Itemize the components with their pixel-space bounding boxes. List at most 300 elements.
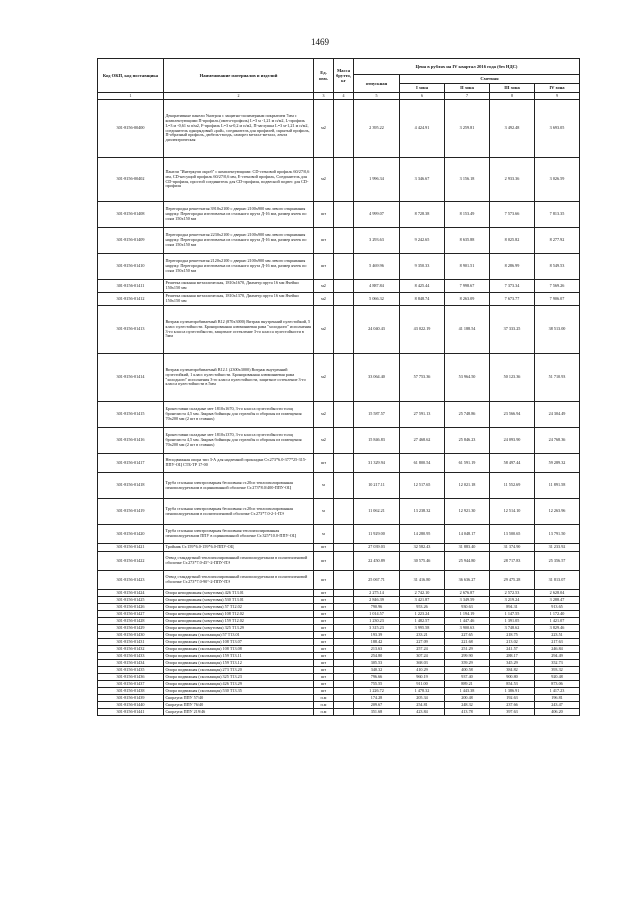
- price-zone-3: 213.02: [490, 639, 535, 646]
- item-mass: [334, 618, 354, 625]
- item-name: Опора подвижная (скользящая) 57 Т13.01: [164, 632, 314, 639]
- price-zone-1: 13 238.32: [400, 499, 445, 525]
- price-zone-1: 3 346.67: [400, 158, 445, 202]
- item-unit: шт: [314, 667, 334, 674]
- table-row: [98, 604, 580, 611]
- price-otpusk: 193.39: [354, 632, 400, 639]
- price-zone-3: 29 475.28: [490, 571, 535, 590]
- price-zone-4: 24 304.49: [535, 402, 580, 428]
- item-mass: [334, 254, 354, 280]
- price-zone-1: 3 995.58: [400, 625, 445, 632]
- price-zone-4: 196.81: [535, 695, 580, 702]
- item-name: Опора подвижная (скользящая) 325 Т13.23: [164, 674, 314, 681]
- price-zone-3: 58 497.44: [490, 454, 535, 473]
- price-zone-3: 7 573.66: [490, 202, 535, 228]
- price-otpusk: 15 587.57: [354, 402, 400, 428]
- item-unit: м: [314, 473, 334, 499]
- price-otpusk: 1 014.57: [354, 611, 400, 618]
- table-row: [98, 618, 580, 625]
- item-name: Опора подвижная (скользящая) 273 Т13.20: [164, 667, 314, 674]
- price-zone-3: 50 123.36: [490, 354, 535, 402]
- price-zone-2: 14 048.17: [445, 525, 490, 544]
- price-zone-3: 894.31: [490, 604, 535, 611]
- item-unit: шт: [314, 552, 334, 571]
- price-zone-4: 12 263.96: [535, 499, 580, 525]
- price-zone-3: 900.80: [490, 674, 535, 681]
- price-zone-1: 1 223.24: [400, 611, 445, 618]
- item-mass: [334, 667, 354, 674]
- price-otpusk: 33 064.40: [354, 354, 400, 402]
- item-unit: м: [314, 499, 334, 525]
- item-unit: шт: [314, 597, 334, 604]
- price-zone-3: 192.63: [490, 695, 535, 702]
- table-row: [98, 660, 580, 667]
- price-zone-2: 248.32: [445, 702, 490, 709]
- item-mass: [334, 525, 354, 544]
- table-row: [98, 681, 580, 688]
- table-row: [98, 525, 580, 544]
- price-zone-3: 37 333.25: [490, 306, 535, 354]
- item-mass: [334, 611, 354, 618]
- table-row: [98, 254, 580, 280]
- price-zone-1: 2 742.10: [400, 590, 445, 597]
- price-otpusk: 11 929.00: [354, 525, 400, 544]
- price-zone-2: 3 349.59: [445, 597, 490, 604]
- item-code: 301-8156-01411: [98, 280, 164, 293]
- item-name: Отвод стандартный теплоизолированный пенополиуретаном в полиэтиленовой оболочке Ст.273*7.0-90°-2-ППУ-ПЭ: [164, 571, 314, 590]
- price-otpusk: 351.68: [354, 709, 400, 716]
- price-otpusk: 188.42: [354, 639, 400, 646]
- item-name: Бронеставни складные мет 1810х1370, 3-го класса пулестойкости толщ бронелиста 4,5 мм. Закрыв бойницы для стрельбы и обороны из помещения 70х200 мм (2 шт в ставнях): [164, 428, 314, 454]
- item-name: Опора неподвижная (хомутовая) 325 Т13.29: [164, 625, 314, 632]
- price-otpusk: 2 395.22: [354, 100, 400, 158]
- price-zone-1: 57 753.36: [400, 354, 445, 402]
- price-zone-4: 51 710.93: [535, 354, 580, 402]
- table-row: [98, 306, 580, 354]
- price-zone-3: 7 673.77: [490, 293, 535, 306]
- item-name: Перегородка решетчатая 2120х2100 с дверью 2100х900 мм левого открывания наружу. Перегородка изготовлена из стального прута Д-16 мм, размер ячеек по осям 150х150 мм: [164, 254, 314, 280]
- price-zone-4: 246.84: [535, 646, 580, 653]
- price-zone-4: 7 906.07: [535, 293, 580, 306]
- item-code: 301-8156-01435: [98, 667, 164, 674]
- price-zone-4: 8 549.53: [535, 254, 580, 280]
- price-zone-3: 1 147.55: [490, 611, 535, 618]
- price-zone-1: 205.34: [400, 695, 445, 702]
- price-zone-3: 8 286.99: [490, 254, 535, 280]
- price-zone-4: 1 172.40: [535, 611, 580, 618]
- item-mass: [334, 473, 354, 499]
- col-number: 9: [535, 93, 580, 100]
- price-otpusk: 31 329.94: [354, 454, 400, 473]
- price-zone-2: 31 883.40: [445, 544, 490, 552]
- price-zone-2: 3 259.81: [445, 100, 490, 158]
- table-body: [98, 100, 580, 716]
- item-name: Опора неподвижная (хомутовая) 108 Т12.02: [164, 611, 314, 618]
- item-name: Декоративные панели Унитрон с защитно-полимерным покрытием 7мм с комплектующими П-профиль (омега-профиль) L=3 м -1,21 м п/м2, L-профиль L=3 м -0,61 м п/м2, F-профиль L=3 м-0,2 м п/м2, П-заглушка L=3 м-1,21 м п/м2, соединитель однорядовый «рай», соединитель для профилей, скрытый профиль, П-образный профиль, дюбель-гвоздь, саморез металл-металл, лента диэлектрическая: [164, 100, 314, 158]
- price-zone-3: 23 566.94: [490, 402, 535, 428]
- table-row: [98, 228, 580, 254]
- item-mass: [334, 625, 354, 632]
- price-zone-3: 13 500.65: [490, 525, 535, 544]
- table-row: [98, 499, 580, 525]
- table-row: [98, 674, 580, 681]
- item-mass: [334, 402, 354, 428]
- price-otpusk: 3 293.63: [354, 228, 400, 254]
- table-row: [98, 100, 580, 158]
- price-zone-1: 9 350.33: [400, 254, 445, 280]
- item-unit: п.м: [314, 695, 334, 702]
- item-mass: [334, 544, 354, 552]
- item-name: Опора неподвижная (хомутовая) 426 Т13.01: [164, 590, 314, 597]
- item-name: Опора подвижная (скользящая) 426 Т13.29: [164, 681, 314, 688]
- table-row: [98, 571, 580, 590]
- item-code: 301-8156-00400: [98, 100, 164, 158]
- price-zone-1: 43 022.19: [400, 306, 445, 354]
- item-mass: [334, 681, 354, 688]
- item-mass: [334, 100, 354, 158]
- header-otpusk: отпускная: [354, 75, 400, 93]
- price-otpusk: 15 846.83: [354, 428, 400, 454]
- price-zone-1: 8 425.44: [400, 280, 445, 293]
- price-otpusk: 24 040.43: [354, 306, 400, 354]
- price-zone-2: 25 846.23: [445, 428, 490, 454]
- item-code: 301-8156-01414: [98, 354, 164, 402]
- col-number: 5: [354, 93, 400, 100]
- item-code: 301-8156-01428: [98, 618, 164, 625]
- price-zone-3: 1 386.91: [490, 688, 535, 695]
- price-otpusk: 174.28: [354, 695, 400, 702]
- item-code: 301-8156-01441: [98, 709, 164, 716]
- item-unit: п.м: [314, 709, 334, 716]
- table-row: [98, 158, 580, 202]
- item-name: Опора неподвижная (хомутовая) 159 Т12.02: [164, 618, 314, 625]
- item-code: 301-8156-01416: [98, 428, 164, 454]
- price-zone-2: 12 021.18: [445, 473, 490, 499]
- price-zone-3: 854.53: [490, 681, 535, 688]
- header-code: Код ОКП, код поставщика: [98, 59, 164, 93]
- item-code: 301-8156-01429: [98, 625, 164, 632]
- header-zone-4: IV зона: [535, 84, 580, 93]
- price-zone-3: 28 717.83: [490, 552, 535, 571]
- item-code: 301-8156-01412: [98, 293, 164, 306]
- price-zone-3: 31 374.90: [490, 544, 535, 552]
- item-unit: шт: [314, 681, 334, 688]
- price-zone-4: 31 233.92: [535, 544, 580, 552]
- item-mass: [334, 158, 354, 202]
- item-unit: шт: [314, 454, 334, 473]
- price-zone-1: 27 468.62: [400, 428, 445, 454]
- item-mass: [334, 597, 354, 604]
- item-mass: [334, 293, 354, 306]
- price-zone-4: 25 356.57: [535, 552, 580, 571]
- header-price-title: Цена в рублях на IV квартал 2016 года (без НДС): [354, 59, 580, 75]
- price-zone-4: 3 693.05: [535, 100, 580, 158]
- price-zone-1: 960.19: [400, 674, 445, 681]
- item-name: Опора неподвижная (хомутовая) 57 Т12.02: [164, 604, 314, 611]
- item-unit: м2: [314, 158, 334, 202]
- header-zone-3: III зона: [490, 84, 535, 93]
- price-zone-1: 4 424.91: [400, 100, 445, 158]
- item-unit: шт: [314, 688, 334, 695]
- item-mass: [334, 280, 354, 293]
- table-row: [98, 293, 580, 306]
- item-code: 301-8156-01427: [98, 611, 164, 618]
- item-code: 301-8156-01418: [98, 473, 164, 499]
- price-zone-1: 32 582.43: [400, 544, 445, 552]
- item-name: Опора подвижная (скользящая) 159 Т13.11: [164, 653, 314, 660]
- price-zone-2: 413.78: [445, 709, 490, 716]
- item-name: Витраж пуленепробиваемый В12 (870х3000) Витраж внутренний пулестойкий, 5 класс пулестойкости. Бронированная алюминиевая рама "холодного" исполнения 3-го класса пулестойкости, защитное остекление 3-го класса пулестойкости в 5мм: [164, 306, 314, 354]
- table-row: [98, 590, 580, 597]
- item-code: 301-8156-01434: [98, 660, 164, 667]
- price-zone-3: 397.63: [490, 709, 535, 716]
- item-unit: шт: [314, 646, 334, 653]
- price-zone-2: 400.58: [445, 667, 490, 674]
- item-unit: шт: [314, 660, 334, 667]
- table-row: [98, 280, 580, 293]
- price-otpusk: 27 039.03: [354, 544, 400, 552]
- item-code: 301-8156-01431: [98, 639, 164, 646]
- price-otpusk: 1 230.23: [354, 618, 400, 625]
- price-zone-1: 1 482.57: [400, 618, 445, 625]
- price-zone-4: 352.73: [535, 660, 580, 667]
- price-zone-1: 3 421.87: [400, 597, 445, 604]
- item-mass: [334, 228, 354, 254]
- price-otpusk: 1 226.72: [354, 688, 400, 695]
- price-zone-3: 241.57: [490, 646, 535, 653]
- price-zone-4: 243.47: [535, 702, 580, 709]
- table-row: [98, 473, 580, 499]
- price-zone-4: 31 813.07: [535, 571, 580, 590]
- header-unit: Ед. изм.: [314, 59, 334, 93]
- item-unit: шт: [314, 254, 334, 280]
- price-zone-4: 24 768.36: [535, 428, 580, 454]
- price-zone-3: 3 748.62: [490, 625, 535, 632]
- price-zone-1: 254.81: [400, 702, 445, 709]
- price-zone-2: 8 153.49: [445, 202, 490, 228]
- price-otpusk: 305.53: [354, 660, 400, 667]
- price-zone-4: 3 026.59: [535, 158, 580, 202]
- item-code: 301-8156-01436: [98, 674, 164, 681]
- price-zone-2: 937.40: [445, 674, 490, 681]
- item-mass: [334, 702, 354, 709]
- table-row: [98, 544, 580, 552]
- header-zone-2: II зона: [445, 84, 490, 93]
- price-zone-2: 41 188.54: [445, 306, 490, 354]
- price-zone-3: 237.66: [490, 702, 535, 709]
- price-zone-3: 384.82: [490, 667, 535, 674]
- col-number: 7: [445, 93, 490, 100]
- price-zone-4: 920.48: [535, 674, 580, 681]
- price-zone-1: 227.09: [400, 639, 445, 646]
- item-name: Отвод стандартный теплоизолированный пенополиуретаном в полиэтиленовой оболочке Ст.273*7.0-45°-2-ППУ-ПЭ: [164, 552, 314, 571]
- item-name: Опора подвижная (скользящая) 530 Т13.35: [164, 688, 314, 695]
- item-mass: [334, 571, 354, 590]
- price-otpusk: 755.55: [354, 681, 400, 688]
- price-zone-1: 8 848.74: [400, 293, 445, 306]
- item-unit: шт: [314, 228, 334, 254]
- item-mass: [334, 646, 354, 653]
- item-unit: шт: [314, 653, 334, 660]
- price-zone-3: 11 552.69: [490, 473, 535, 499]
- table-row: [98, 202, 580, 228]
- col-number: 3: [314, 93, 334, 100]
- price-zone-2: 25 748.86: [445, 402, 490, 428]
- item-name: Труба стальная электросварная бесшовная ст.20сп теплоизолированная пенополиуретаном в оцинкованной оболочке Ст.273*8.0/400-ППУ-ОЦ: [164, 473, 314, 499]
- price-zone-1: 1 478.32: [400, 688, 445, 695]
- item-mass: [334, 604, 354, 611]
- price-zone-1: 12 517.65: [400, 473, 445, 499]
- item-unit: шт: [314, 632, 334, 639]
- price-zone-1: 233.21: [400, 632, 445, 639]
- price-zone-1: 911.00: [400, 681, 445, 688]
- item-mass: [334, 695, 354, 702]
- price-zone-1: 8 728.38: [400, 202, 445, 228]
- item-code: 301-8156-01419: [98, 499, 164, 525]
- header-smetnaya: Сметная: [400, 75, 580, 84]
- table-row: [98, 552, 580, 571]
- price-zone-2: 8 635.88: [445, 228, 490, 254]
- item-name: Опора подвижная (скользящая) 159 Т13.12: [164, 660, 314, 667]
- item-name: Решетка оконная металлическая, 1810х1670, Диаметр прута 16 мм Ячейки 150х150 мм: [164, 280, 314, 293]
- item-unit: п.м: [314, 702, 334, 709]
- item-mass: [334, 709, 354, 716]
- item-unit: шт: [314, 202, 334, 228]
- price-otpusk: 254.80: [354, 653, 400, 660]
- item-unit: м: [314, 525, 334, 544]
- table-row: [98, 667, 580, 674]
- item-unit: шт: [314, 590, 334, 597]
- item-name: Скорлупа ППУ 57/40: [164, 695, 314, 702]
- item-name: Тройник Ст.159*6.0-159*6.0-ППУ-ОЦ: [164, 544, 314, 552]
- item-unit: шт: [314, 544, 334, 552]
- price-zone-2: 359.29: [445, 660, 490, 667]
- price-otpusk: 2 275.14: [354, 590, 400, 597]
- item-code: 301-8156-01410: [98, 254, 164, 280]
- price-otpusk: 5 066.32: [354, 293, 400, 306]
- price-zone-3: 1 391.05: [490, 618, 535, 625]
- price-zone-2: 8 901.51: [445, 254, 490, 280]
- price-zone-4: 294.49: [535, 653, 580, 660]
- item-unit: м2: [314, 354, 334, 402]
- price-otpusk: 4 999.07: [354, 202, 400, 228]
- item-unit: шт: [314, 639, 334, 646]
- header-mass: Масса брутто, кг: [334, 59, 354, 93]
- price-otpusk: 3 315.23: [354, 625, 400, 632]
- price-zone-1: 30 575.46: [400, 552, 445, 571]
- price-zone-2: 61 591.19: [445, 454, 490, 473]
- price-zone-4: 406.20: [535, 709, 580, 716]
- item-mass: [334, 454, 354, 473]
- price-zone-4: 393.32: [535, 667, 580, 674]
- table-row: [98, 695, 580, 702]
- table-row: [98, 402, 580, 428]
- price-zone-1: 307.24: [400, 653, 445, 660]
- table-row: [98, 702, 580, 709]
- price-zone-1: 257.24: [400, 646, 445, 653]
- item-mass: [334, 632, 354, 639]
- price-zone-1: 14 280.95: [400, 525, 445, 544]
- price-otpusk: 25 067.71: [354, 571, 400, 590]
- header-zone-1: I зона: [400, 84, 445, 93]
- price-otpusk: 209.67: [354, 702, 400, 709]
- price-zone-4: 13 791.50: [535, 525, 580, 544]
- item-mass: [334, 552, 354, 571]
- price-zone-3: 2 933.36: [490, 158, 535, 202]
- item-code: 301-8156-01422: [98, 552, 164, 571]
- col-number: 8: [490, 93, 535, 100]
- item-name: Труба стальная электросварная бесшовная ст.20сп теплоизолированная пенополиуретаном в полиэтиленовой оболочке Ст.273*7.0-2-1-ПЭ: [164, 499, 314, 525]
- price-zone-1: 368.03: [400, 660, 445, 667]
- item-unit: м2: [314, 280, 334, 293]
- price-zone-2: 1 194.19: [445, 611, 490, 618]
- header-name: Наименование материалов и изделий: [164, 59, 314, 93]
- price-otpusk: 213.63: [354, 646, 400, 653]
- item-name: Опора подвижная (скользящая) 108 Т13.07: [164, 639, 314, 646]
- item-mass: [334, 688, 354, 695]
- price-zone-3: 288.17: [490, 653, 535, 660]
- price-zone-3: 345.29: [490, 660, 535, 667]
- price-zone-2: 2 676.87: [445, 590, 490, 597]
- item-mass: [334, 202, 354, 228]
- item-name: Скорлупа ППУ 76/40: [164, 702, 314, 709]
- price-zone-2: 25 944.80: [445, 552, 490, 571]
- page-number: 1469: [311, 37, 329, 47]
- item-unit: шт: [314, 604, 334, 611]
- item-unit: м2: [314, 100, 334, 158]
- item-unit: шт: [314, 611, 334, 618]
- price-zone-2: 930.63: [445, 604, 490, 611]
- item-mass: [334, 639, 354, 646]
- price-zone-2: 12 921.30: [445, 499, 490, 525]
- price-zone-3: 7 373.34: [490, 280, 535, 293]
- price-otpusk: 4 887.84: [354, 280, 400, 293]
- price-zone-4: 873.06: [535, 681, 580, 688]
- price-otpusk: 11 062.21: [354, 499, 400, 525]
- item-code: 301-8156-01413: [98, 306, 164, 354]
- price-zone-2: 53 964.50: [445, 354, 490, 402]
- price-otpusk: 22 450.89: [354, 552, 400, 571]
- price-zone-4: 3 829.46: [535, 625, 580, 632]
- price-zone-4: 59 289.32: [535, 454, 580, 473]
- table-row: [98, 688, 580, 695]
- price-zone-4: 38 513.00: [535, 306, 580, 354]
- item-code: 301-8156-01421: [98, 544, 164, 552]
- price-zone-1: 31 416.80: [400, 571, 445, 590]
- price-zone-2: 3 156.18: [445, 158, 490, 202]
- item-code: 301-8156-00402: [98, 158, 164, 202]
- price-zone-2: 7 998.67: [445, 280, 490, 293]
- price-zone-4: 11 891.58: [535, 473, 580, 499]
- item-code: 301-8156-01424: [98, 590, 164, 597]
- table-row: [98, 646, 580, 653]
- table-row: [98, 597, 580, 604]
- table-row: [98, 632, 580, 639]
- item-code: 301-8156-01417: [98, 454, 164, 473]
- col-number: 4: [334, 93, 354, 100]
- item-unit: м2: [314, 428, 334, 454]
- item-unit: м2: [314, 402, 334, 428]
- item-unit: шт: [314, 625, 334, 632]
- price-zone-3: 24 093.90: [490, 428, 535, 454]
- price-zone-3: 12 514.10: [490, 499, 535, 525]
- col-number: 2: [164, 93, 314, 100]
- item-name: Труба стальная электросварная бесшовная теплоизолированная пенополиуретаном ППУ в оцинкованной оболочке Ст.325*10.0-ППУ-ОЦ: [164, 525, 314, 544]
- price-zone-3: 2 572.53: [490, 590, 535, 597]
- item-code: 301-8156-01440: [98, 702, 164, 709]
- price-zone-4: 2 628.04: [535, 590, 580, 597]
- item-code: 301-8156-01425: [98, 597, 164, 604]
